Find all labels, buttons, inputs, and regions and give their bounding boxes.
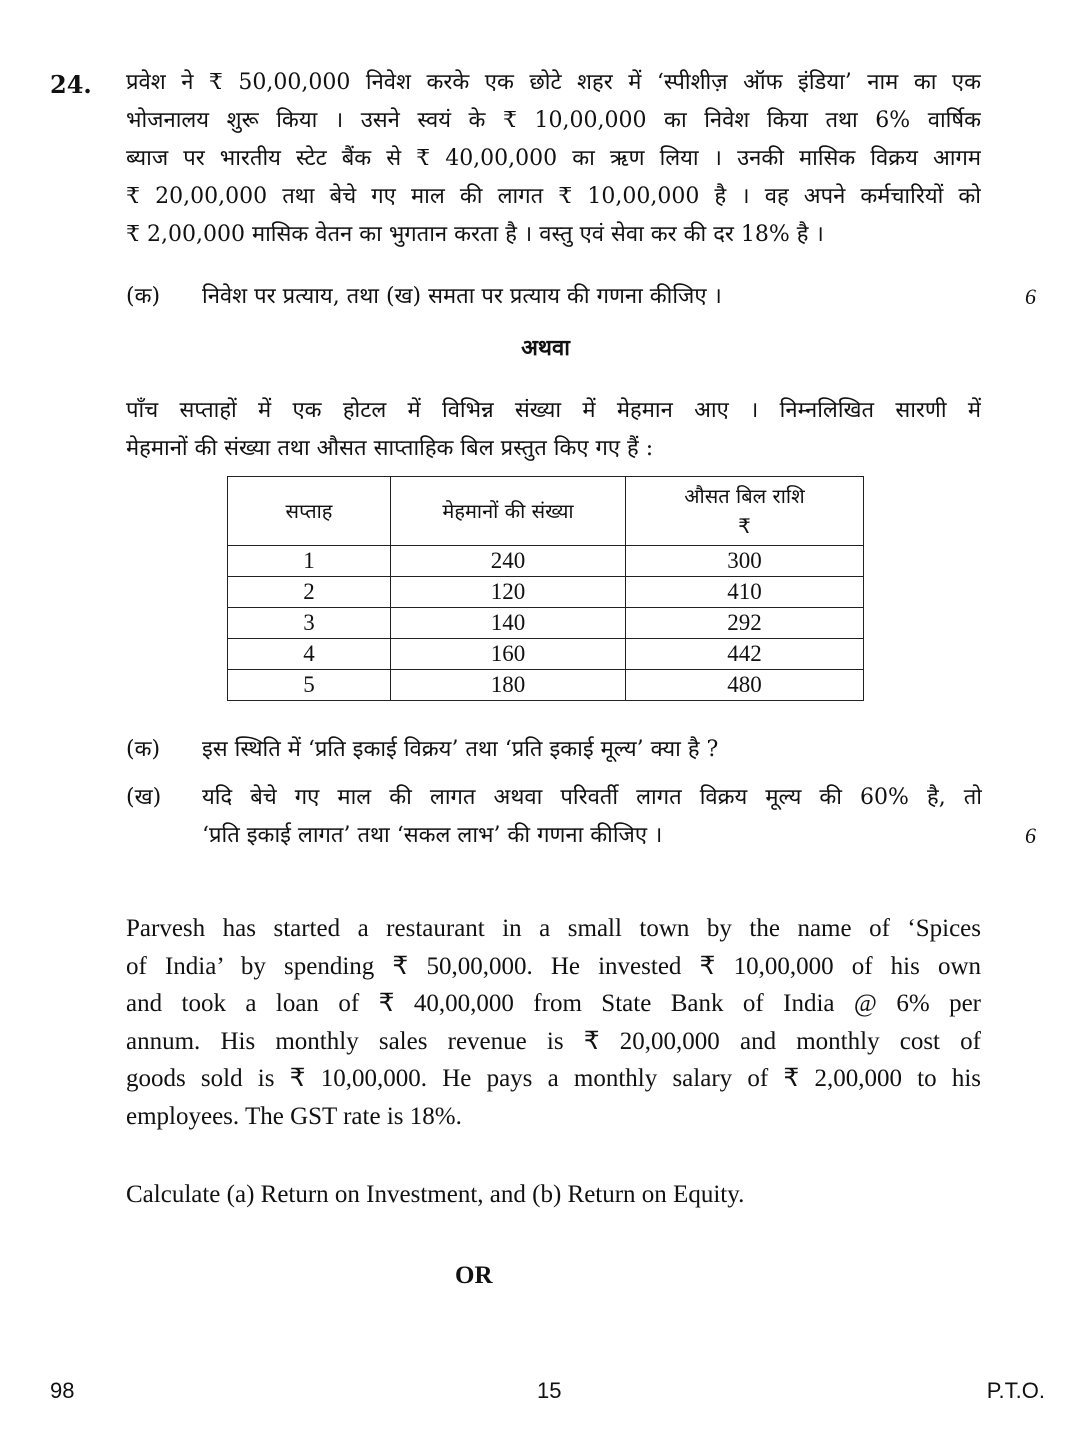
- alternative-part-b: [126, 779, 1036, 855]
- table-row: [228, 608, 864, 639]
- english-line: employees. The GST rate is 18%.: [126, 1102, 462, 1130]
- english-calculate-instruction: Calculate (a) Return on Investment, and (b) Return on Equity.: [126, 1181, 745, 1208]
- table-cell: 292: [626, 608, 864, 639]
- paper-code: 98: [50, 1378, 75, 1403]
- english-line: annum. His monthly sales revenue is ₹ 20,00,000 and monthly cost of: [126, 1027, 981, 1055]
- subpart-text: [202, 779, 982, 855]
- marks: 6: [1025, 284, 1036, 309]
- table-cell: 140: [391, 608, 626, 639]
- question-english-paragraph: [126, 910, 981, 1135]
- table-cell: 2: [228, 577, 391, 608]
- subpart-line: यदि बेचे गए माल की लागत अथवा परिवर्ती लागत विक्रय मूल्य की 60% है, तो: [202, 785, 982, 810]
- table-cell: 1: [228, 546, 391, 577]
- table-cell: 4: [228, 639, 391, 670]
- hindi-line: ₹ 20,00,000 तथा बेचे गए माल की लागत ₹ 10,00,000 है । वह अपने कर्मचारियों को: [126, 184, 981, 209]
- hindi-line: ब्याज पर भारतीय स्टेट बैंक से ₹ 40,00,000 का ऋण लिया । उनकी मासिक विक्रय आगम: [126, 146, 981, 171]
- table-cell: 120: [391, 577, 626, 608]
- table-cell: 300: [626, 546, 864, 577]
- table-cell: 5: [228, 670, 391, 701]
- alternative-intro: [126, 392, 981, 468]
- table-cell: 240: [391, 546, 626, 577]
- table-cell: 180: [391, 670, 626, 701]
- table-cell: 442: [626, 639, 864, 670]
- english-line: and took a loan of ₹ 40,00,000 from State Bank of India @ 6% per: [126, 990, 981, 1017]
- subpart-text: निवेश पर प्रत्याय, तथा (ख) समता पर प्रत्याय की गणना कीजिए ।: [202, 284, 722, 309]
- table-row: [228, 546, 864, 577]
- page-number: 15: [537, 1378, 562, 1403]
- table-header-row: [228, 477, 864, 546]
- table-cell: 160: [391, 639, 626, 670]
- question-number: 24.: [50, 70, 92, 99]
- subpart-label: (क): [126, 284, 161, 309]
- column-header: सप्ताह: [228, 477, 391, 546]
- hindi-line: भोजनालय शुरू किया । उसने स्वयं के ₹ 10,00,000 का निवेश किया तथा 6% वार्षिक: [126, 108, 981, 133]
- rupee-symbol: ₹: [738, 514, 751, 538]
- subpart-text: इस स्थिति में ‘प्रति इकाई विक्रय’ तथा ‘प्रति इकाई मूल्य’ क्या है ?: [202, 737, 719, 762]
- table-row: [228, 639, 864, 670]
- table-row: [228, 670, 864, 701]
- guest-data-table: [227, 476, 864, 701]
- or-divider-english: OR: [455, 1262, 493, 1289]
- table-cell: 410: [626, 577, 864, 608]
- subpart-line: ‘प्रति इकाई लागत’ तथा ‘सकल लाभ’ की गणना कीजिए ।: [202, 823, 663, 848]
- question-hindi-paragraph: [126, 64, 981, 254]
- english-line: goods sold is ₹ 10,00,000. He pays a monthly salary of ₹ 2,00,000 to his: [126, 1065, 981, 1092]
- hindi-line: मेहमानों की संख्या तथा औसत साप्ताहिक बिल प्रस्तुत किए गए हैं :: [126, 436, 654, 461]
- column-header: मेहमानों की संख्या: [391, 477, 626, 546]
- column-header: [626, 477, 864, 546]
- hindi-line: पाँच सप्ताहों में एक होटल में विभिन्न संख्या में मेहमान आए । निम्नलिखित सारणी में: [126, 398, 981, 423]
- marks: 6: [1025, 823, 1036, 848]
- subpart-label: (क): [126, 737, 161, 762]
- table-cell: 3: [228, 608, 391, 639]
- hindi-line: ₹ 2,00,000 मासिक वेतन का भुगतान करता है । वस्तु एवं सेवा कर की दर 18% है ।: [126, 222, 824, 247]
- subpart-label: (ख): [126, 785, 162, 810]
- column-header-label: औसत बिल राशि: [684, 484, 805, 508]
- table-row: [228, 577, 864, 608]
- table-cell: 480: [626, 670, 864, 701]
- pto-label: P.T.O.: [986, 1378, 1045, 1403]
- english-line: Parvesh has started a restaurant in a small town by the name of ‘Spices: [126, 915, 981, 942]
- hindi-line: प्रवेश ने ₹ 50,00,000 निवेश करके एक छोटे शहर में ‘स्पीशीज़ ऑफ इंडिया’ नाम का एक: [126, 70, 981, 95]
- english-line: of India’ by spending ₹ 50,00,000. He invested ₹ 10,00,000 of his own: [126, 952, 981, 980]
- or-divider-hindi: अथवा: [521, 335, 570, 361]
